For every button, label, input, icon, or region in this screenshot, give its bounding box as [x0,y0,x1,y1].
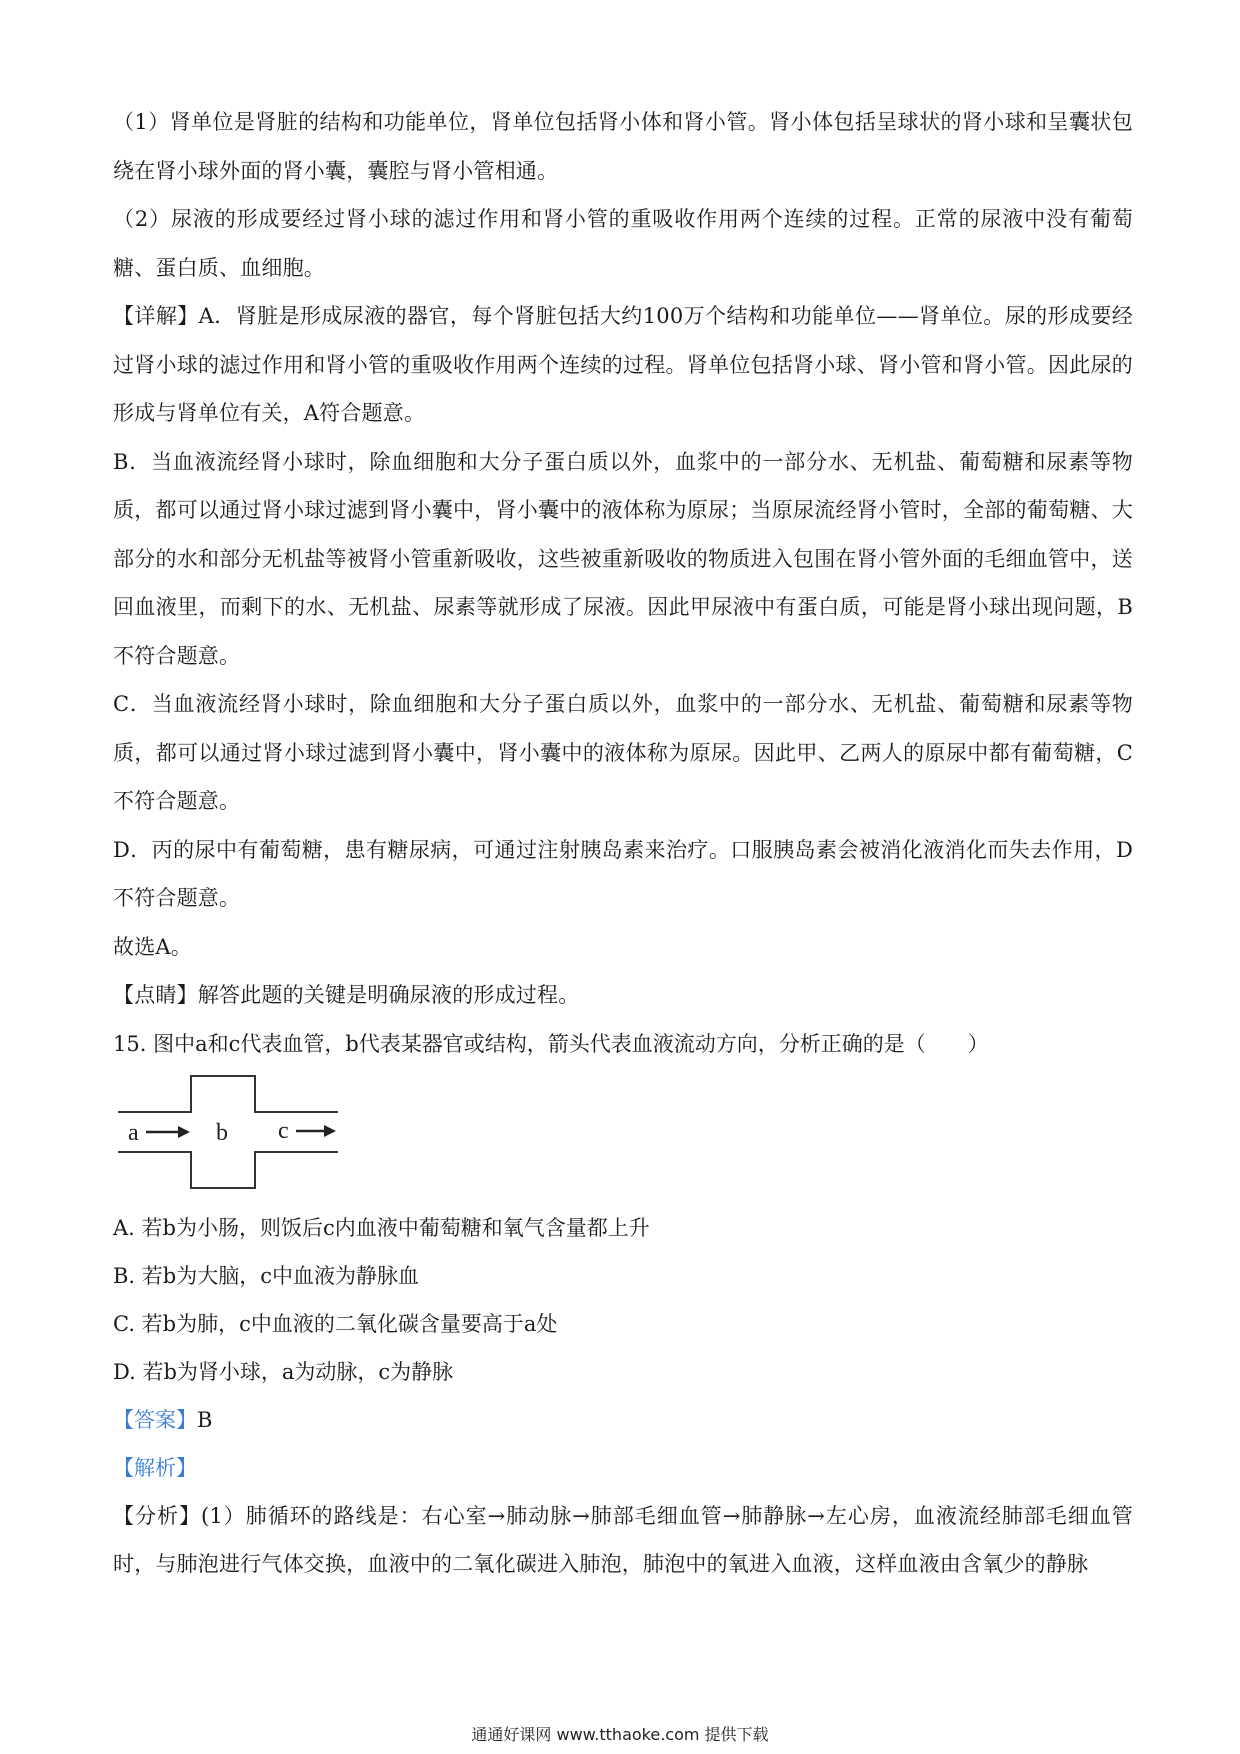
diagram-outline-bottom [118,1152,338,1188]
paragraph-detail-b: B．当血液流经肾小球时，除血细胞和大分子蛋白质以外，血浆中的一部分水、无机盐、葡萄糖和尿素等物质，都可以通过肾小球过滤到肾小囊中，肾小囊中的液体称为原尿；当原尿流经肾小管时，全部的葡萄糖、大部分的水和部分无机盐等被肾小管重新吸收，这些被重新吸收的物质进入包围在肾小管外面的毛细血管中，送回血液里，而剩下的水、无机盐、尿素等就形成了尿液。因此甲尿液中有蛋白质，可能是肾小球出现问题，B不符合题意。 [113,449,1133,668]
option-b: B. 若b为大脑，c中血液为静脉血 [113,1263,419,1288]
label-c: c [278,1117,289,1144]
document-body [113,98,1133,1589]
diagram-outline-top [118,1076,338,1112]
arrow-a-head [178,1126,190,1138]
option-d: D. 若b为肾小球，a为动脉，c为静脉 [113,1359,454,1384]
question-15-text: 15. 图中a和c代表血管，b代表某器官或结构，箭头代表血液流动方向，分析正确的是（ ） [113,1031,989,1056]
paragraph-choice: 故选A。 [113,934,192,959]
answer-tag: 【答案】 [113,1407,197,1432]
paragraph-1: （1）肾单位是肾脏的结构和功能单位，肾单位包括肾小体和肾小管。肾小体包括呈球状的肾小球和呈囊状包绕在肾小球外面的肾小囊，囊腔与肾小管相通。 [113,110,1133,183]
answer-value: B [197,1407,213,1432]
page-footer: 通通好课网 www.tthaoke.com 提供下载 [471,1725,769,1744]
arrow-c-head [324,1125,336,1137]
answer-line [113,1396,1133,1444]
option-a: A. 若b为小肠，则饭后c内血液中葡萄糖和氧气含量都上升 [113,1215,650,1240]
label-a: a [128,1119,139,1146]
blood-vessel-diagram [118,1074,378,1194]
paragraph-detail-d: D．丙的尿中有葡萄糖，患有糖尿病，可通过注射胰岛素来治疗。口服胰岛素会被消化液消化而失去作用，D不符合题意。 [113,837,1133,910]
analysis-tag: 【解析】 [113,1455,197,1480]
paragraph-detail-c: C．当血液流经肾小球时，除血细胞和大分子蛋白质以外，血浆中的一部分水、无机盐、葡萄糖和尿素等物质，都可以通过肾小球过滤到肾小囊中，肾小囊中的液体称为原尿。因此甲、乙两人的原尿中都有葡萄糖，C不符合题意。 [113,692,1133,813]
option-c: C. 若b为肺，c中血液的二氧化碳含量要高于a处 [113,1311,558,1336]
paragraph-detail-a: 【详解】A．肾脏是形成尿液的器官，每个肾脏包括大约100万个结构和功能单位——肾单位。尿的形成要经过肾小球的滤过作用和肾小管的重吸收作用两个连续的过程。肾单位包括肾小球、肾小管和肾小管。因此尿的形成与肾单位有关，A符合题意。 [113,304,1133,425]
paragraph-tip: 【点睛】解答此题的关键是明确尿液的形成过程。 [113,983,580,1007]
paragraph-2: （2）尿液的形成要经过肾小球的滤过作用和肾小管的重吸收作用两个连续的过程。正常的尿液中没有葡萄糖、蛋白质、血细胞。 [113,207,1133,280]
blood-vessel-diagram-svg [118,1074,358,1192]
label-b: b [216,1119,228,1146]
analysis-text: 【分析】(1）肺循环的路线是：右心室→肺动脉→肺部毛细血管→肺静脉→左心房，血液流经肺部毛细血管时，与肺泡进行气体交换，血液中的二氧化碳进入肺泡，肺泡中的氧进入血液，这样血液由含氧少的静脉 [113,1503,1133,1576]
